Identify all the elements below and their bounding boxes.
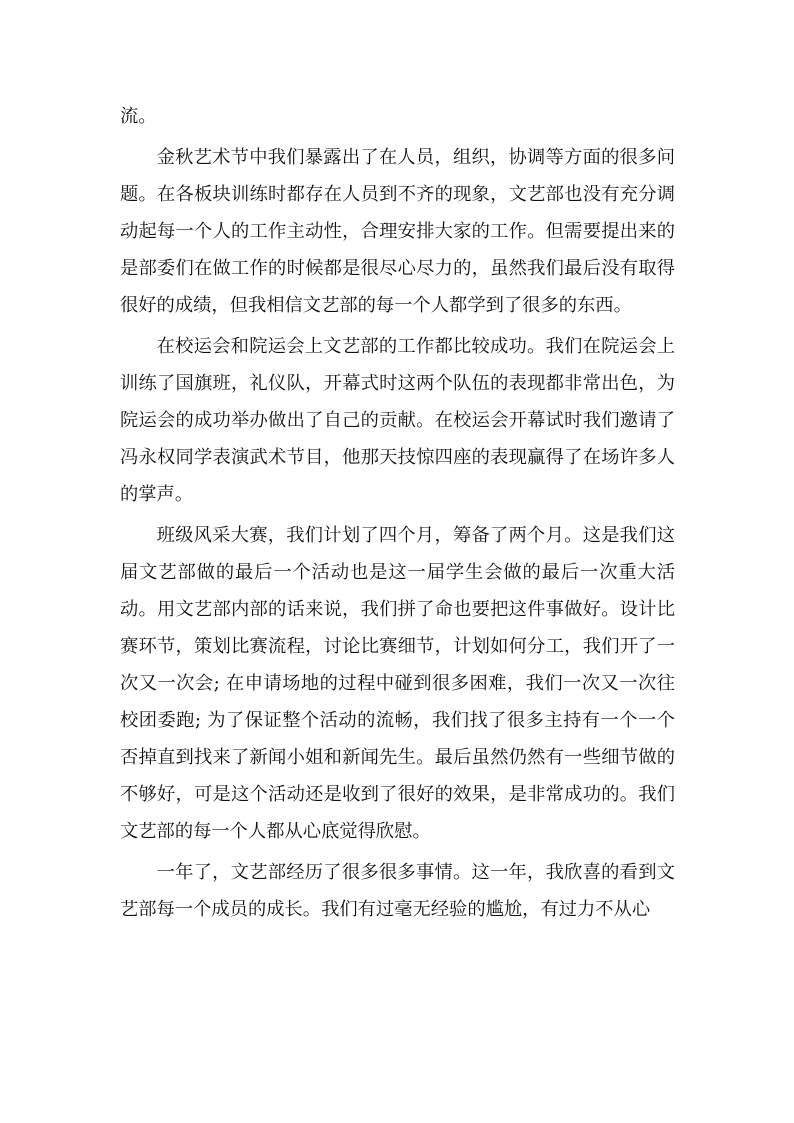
paragraph-2: 金秋艺术节中我们暴露出了在人员，组织，协调等方面的很多问题。在各板块训练时都存在人员到不齐的现象，文艺部也没有充分调动起每一个人的工作主动性，合理安排大家的工作。但需要提出来的是部委们在做工作的时候都是很尽心尽力的，虽然我们最后没有取得很好的成绩，但我相信文艺部的每一个人都学到了很多的东西。 — [120, 147, 675, 316]
document-body — [120, 98, 675, 932]
paragraph-5: 一年了，文艺部经历了很多很多事情。这一年，我欣喜的看到文艺部每一个成员的成长。我们有过毫无经验的尴尬，有过力不从心 — [120, 862, 675, 920]
paragraph-1: 流。 — [120, 106, 157, 127]
paragraph-3: 在校运会和院运会上文艺部的工作都比较成功。我们在院运会上训练了国旗班，礼仪队，开幕式时这两个队伍的表现都非常出色，为院运会的成功举办做出了自己的贡献。在校运会开幕试时我们邀请了冯永权同学表演武术节目，他那天技惊四座的表现赢得了在场许多人的掌声。 — [120, 336, 675, 505]
paragraph-4: 班级风采大赛，我们计划了四个月，筹备了两个月。这是我们这届文艺部做的最后一个活动也是这一届学生会做的最后一次重大活动。用文艺部内部的话来说，我们拼了命也要把这件事做好。设计比赛环节，策划比赛流程，讨论比赛细节，计划如何分工，我们开了一次又一次会; 在申请场地的过程中碰到很多困难，我们一次又一次往校团委跑; 为了保证整个活动的流畅，我们找了很多主持有一个一个否掉直到找来了新闻小姐和新闻先生。最后虽然仍然有一些细节做的不够好，可是这个活动还是收到了很好的效果，是非常成功的。我们文艺部的每一个人都从心底觉得欣慰。 — [120, 525, 675, 842]
